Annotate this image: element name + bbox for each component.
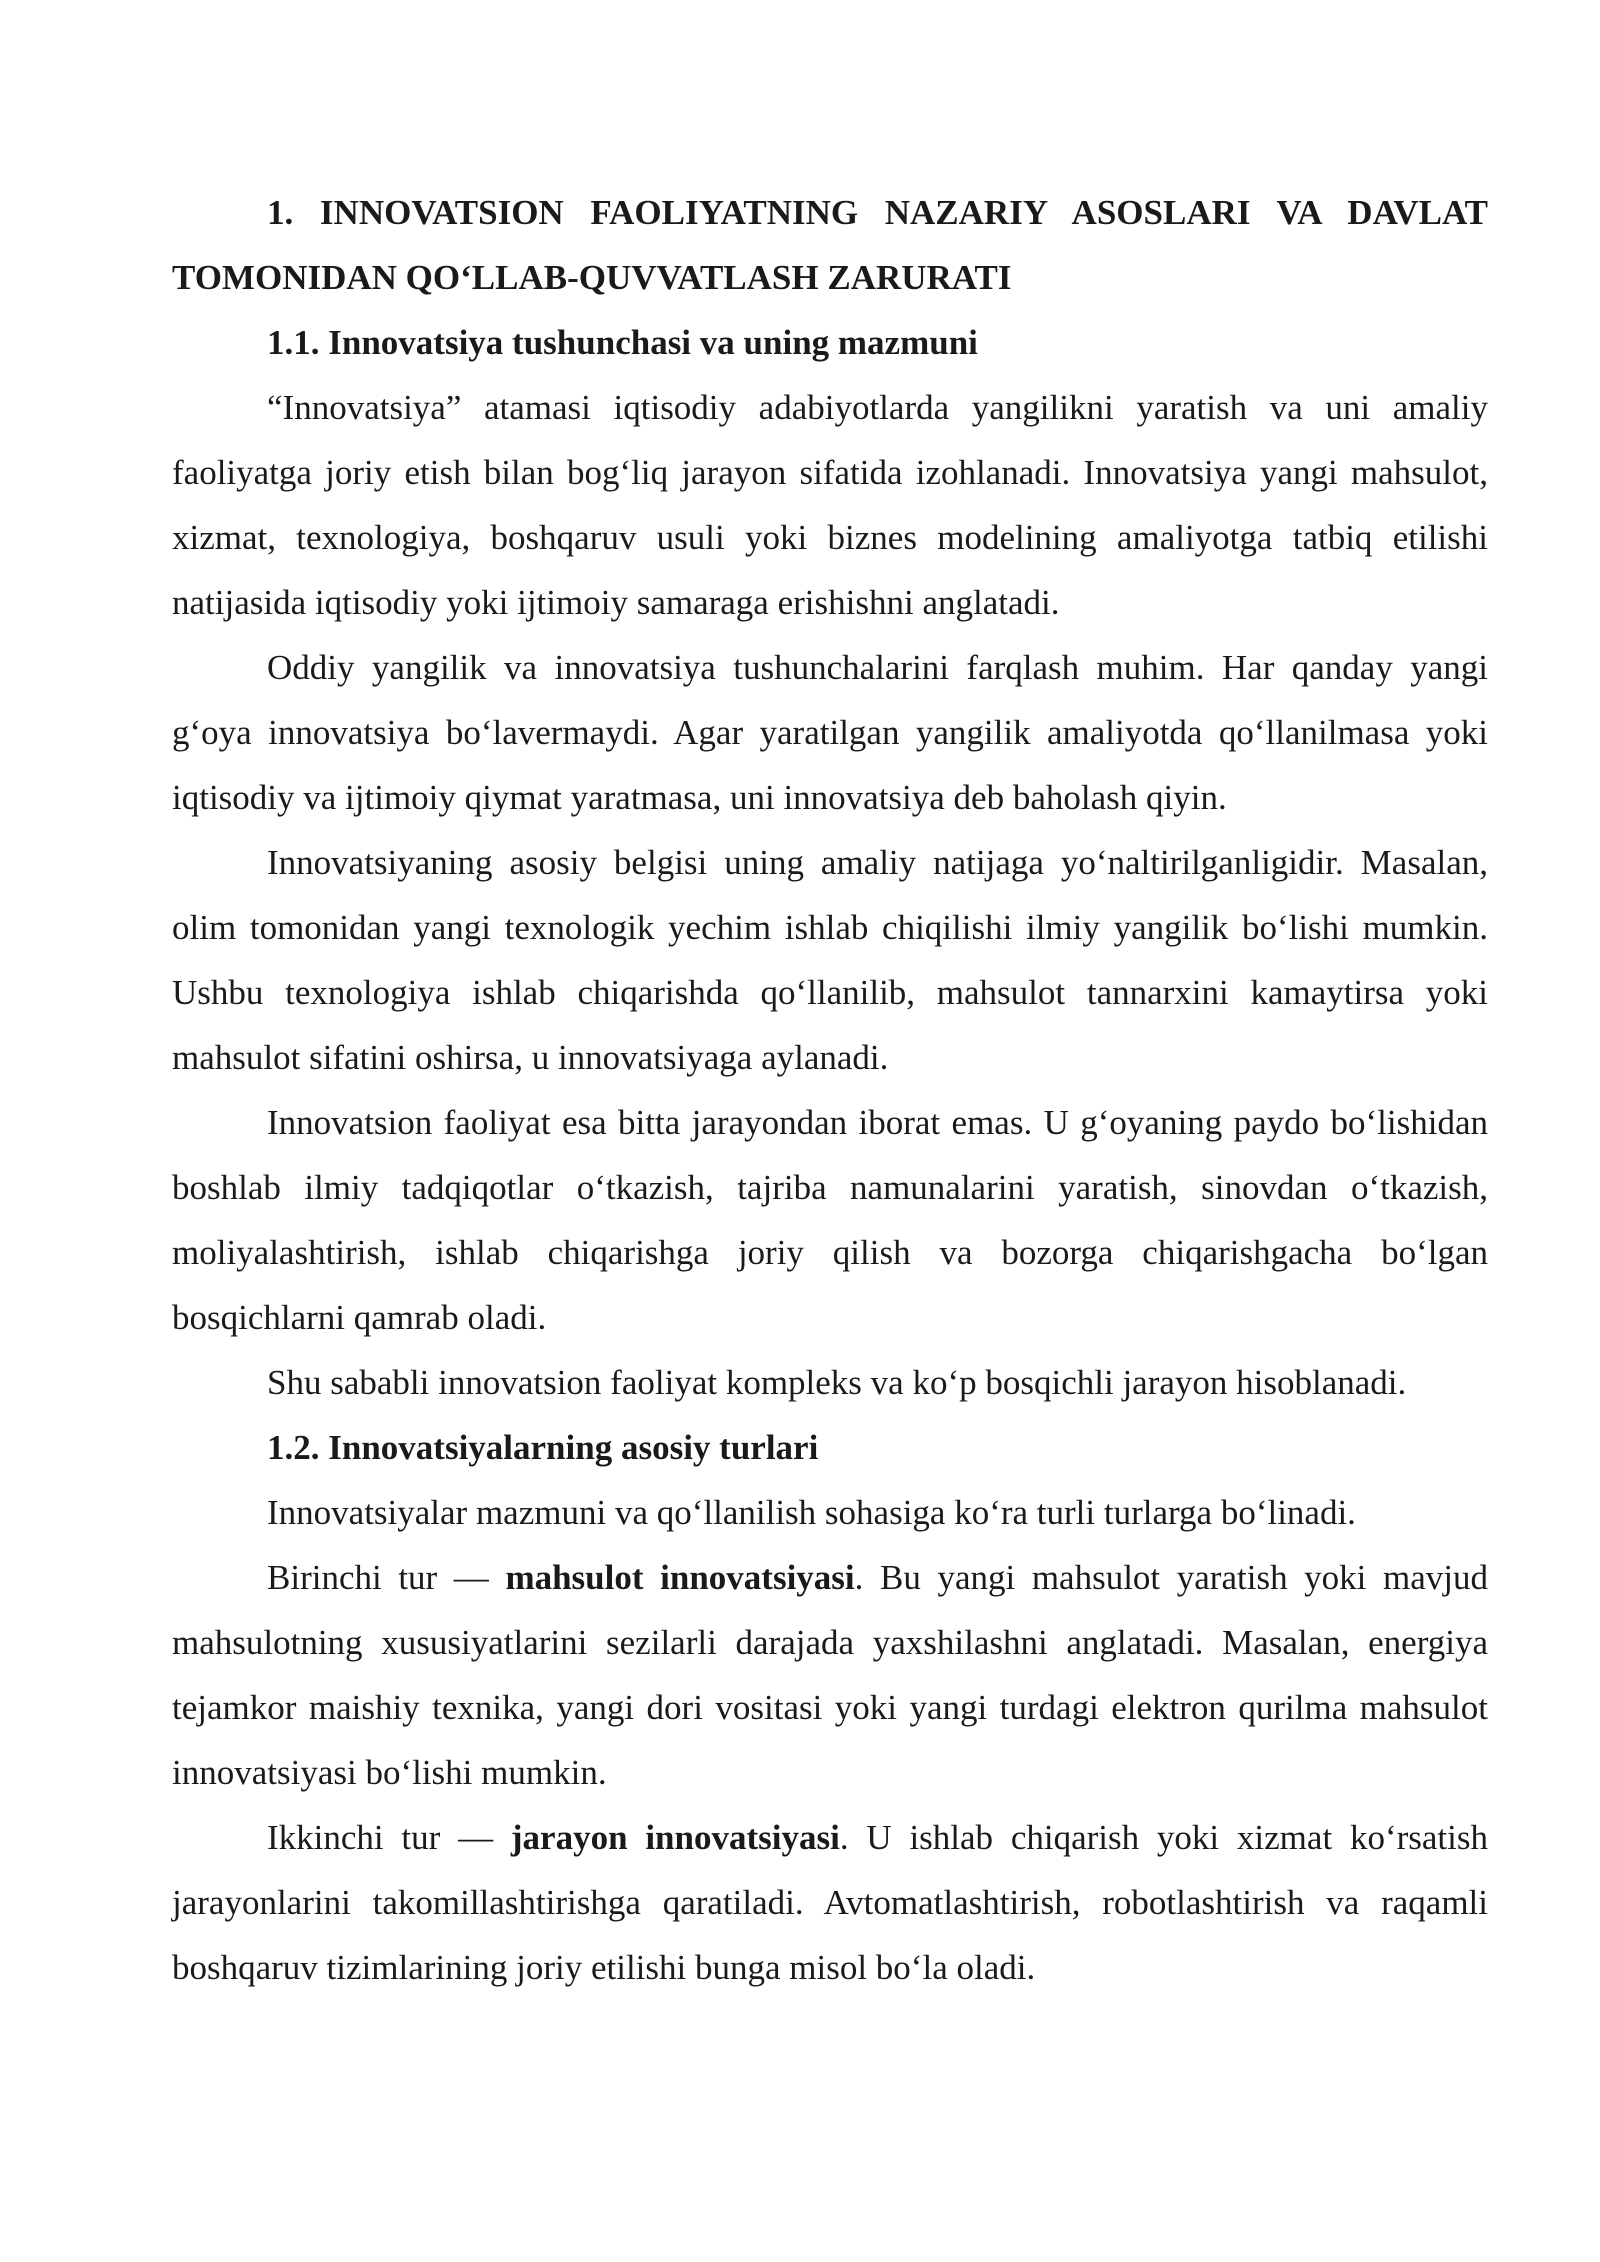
body-paragraph: Innovatsiyalar mazmuni va qo‘llanilish sohasiga ko‘ra turli turlarga bo‘linadi. [267,1493,1356,1532]
process-innovation-paragraph [172,1805,1488,2000]
document-page [172,180,1488,2000]
paragraph-lead: Ikkinchi tur — [267,1818,511,1857]
paragraph-lead: Birinchi tur — [267,1558,506,1597]
product-innovation-paragraph [172,1545,1488,1805]
bold-term: mahsulot innovatsiyasi [505,1558,855,1597]
body-paragraph: Innovatsiyaning asosiy belgisi uning amaliy natijaga yo‘naltirilganligidir. Masalan, olim tomonidan yangi texnologik yechim ishlab chiqilishi ilmiy yangilik bo‘lishi mumkin. Ushbu texnologiya ishlab chiqarishda qo‘llanilib, mahsulot tannarxini kamaytirsa yoki mahsulot sifatini oshirsa, u innovatsiyaga aylanadi. [172,843,1488,1077]
body-paragraph: Innovatsion faoliyat esa bitta jarayondan iborat emas. U g‘oyaning paydo bo‘lishidan boshlab ilmiy tadqiqotlar o‘tkazish, tajriba namunalarini yaratish, sinovdan o‘tkazish, moliyalashtirish, ishlab chiqarishga joriy qilish va bozorga chiqarishgacha bo‘lgan bosqichlarni qamrab oladi. [172,1103,1488,1337]
body-paragraph: Shu sababli innovatsion faoliyat kompleks va ko‘p bosqichli jarayon hisoblanadi. [267,1363,1407,1402]
section-heading-1-1: 1.1. Innovatsiya tushunchasi va uning mazmuni [267,323,978,362]
paragraph-text: . U ishlab chiqarish yoki xizmat ko‘rsatish jarayonlarini takomillashtirishga qaratiladi. Avtomatlashtirish, robotlashtirish va raqamli boshqaruv tizimlarining joriy etilishi bunga misol bo‘la oladi. [172,1818,1488,1987]
chapter-heading: 1. INNOVATSION FAOLIYATNING NAZARIY ASOSLARI VA DAVLAT TOMONIDAN QO‘LLAB-QUVVATLASH ZARURATI [172,193,1488,297]
body-paragraph: Oddiy yangilik va innovatsiya tushunchalarini farqlash muhim. Har qanday yangi g‘oya innovatsiya bo‘lavermaydi. Agar yaratilgan yangilik amaliyotda qo‘llanilmasa yoki iqtisodiy va ijtimoiy qiymat yaratmasa, uni innovatsiya deb baholash qiyin. [172,648,1488,817]
paragraph-text: . Bu yangi mahsulot yaratish yoki mavjud mahsulotning xususiyatlarini sezilarli darajada yaxshilashni anglatadi. Masalan, energiya tejamkor maishiy texnika, yangi dori vositasi yoki yangi turdagi elektron qurilma mahsulot innovatsiyasi bo‘lishi mumkin. [172,1558,1488,1792]
bold-term: jarayon innovatsiyasi [510,1818,840,1857]
body-paragraph: “Innovatsiya” atamasi iqtisodiy adabiyotlarda yangilikni yaratish va uni amaliy faoliyatga joriy etish bilan bog‘liq jarayon sifatida izohlanadi. Innovatsiya yangi mahsulot, xizmat, texnologiya, boshqaruv usuli yoki biznes modelining amaliyotga tatbiq etilishi natijasida iqtisodiy yoki ijtimoiy samaraga erishishni anglatadi. [172,388,1488,622]
section-heading-1-2: 1.2. Innovatsiyalarning asosiy turlari [267,1428,819,1467]
